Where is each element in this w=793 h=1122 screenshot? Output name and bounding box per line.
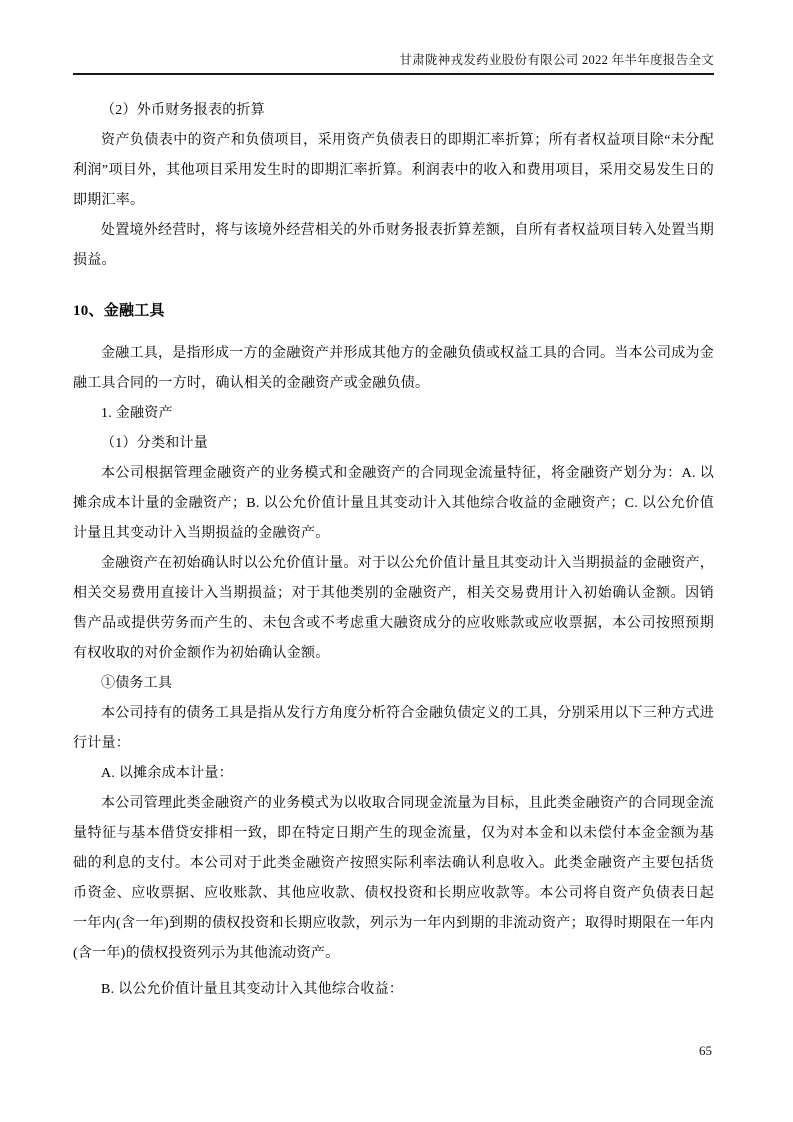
paragraph: 本公司持有的债务工具是指从发行方角度分析符合金融负债定义的工具，分别采用以下三种方式进行计量： bbox=[73, 706, 714, 751]
page-number: 65 bbox=[699, 1043, 712, 1058]
subsection-title-foreign-currency-translation: （2）外币财务报表的折算 bbox=[101, 103, 265, 118]
subsection-title-financial-assets: 1. 金融资产 bbox=[101, 406, 173, 421]
paragraph: 金融工具，是指形成一方的金融资产并形成其他方的金融负债或权益工具的合同。当本公司成为金融工具合同的一方时，确认相关的金融资产或金融负债。 bbox=[73, 346, 714, 391]
page-header bbox=[73, 0, 714, 75]
paragraph: 资产负债表中的资产和负债项目，采用资产负债表日的即期汇率折算；所有者权益项目除“未分配利润”项目外，其他项目采用发生时的即期汇率折算。利润表中的收入和费用项目，采用交易发生日的即期汇率。 bbox=[73, 133, 714, 208]
subsection-title-debt-instruments: ①债务工具 bbox=[101, 676, 173, 691]
list-item-fvoci: B. 以公允价值计量且其变动计入其他综合收益： bbox=[101, 982, 404, 997]
paragraph: 处置境外经营时，将与该境外经营相关的外币财务报表折算差额，自所有者权益项目转入处置当期损益。 bbox=[73, 223, 714, 268]
subsection-title-classification-measurement: （1）分类和计量 bbox=[101, 436, 208, 451]
section-heading-financial-instruments: 10、金融工具 bbox=[73, 303, 165, 319]
page-content bbox=[73, 96, 714, 1005]
paragraph: 金融资产在初始确认时以公允价值计量。对于以公允价值计量且其变动计入当期损益的金融资产，相关交易费用直接计入当期损益；对于其他类别的金融资产，相关交易费用计入初始确认金额。因销售产品或提供劳务而产生的、未包含或不考虑重大融资成分的应收账款或应收票据，本公司按照预期有权收取的对价金额作为初始确认金额。 bbox=[73, 556, 714, 661]
running-header-title: 甘肃陇神戎发药业股份有限公司 2022 年半年度报告全文 bbox=[399, 53, 714, 67]
paragraph: 本公司根据管理金融资产的业务模式和金融资产的合同现金流量特征，将金融资产划分为：A. 以摊余成本计量的金融资产；B. 以公允价值计量且其变动计入其他综合收益的金融资产；C. 以公允价值计量且其变动计入当期损益的金融资产。 bbox=[73, 466, 714, 541]
paragraph: 本公司管理此类金融资产的业务模式为以收取合同现金流量为目标，且此类金融资产的合同现金流量特征与基本借贷安排相一致，即在特定日期产生的现金流量，仅为对本金和以未偿付本金金额为基础的利息的支付。本公司对于此类金融资产按照实际利率法确认利息收入。此类金融资产主要包括货币资金、应收票据、应收账款、其他应收款、债权投资和长期应收款等。本公司将自资产负债表日起一年内(含一年)到期的债权投资和长期应收款，列示为一年内到期的非流动资产；取得时期限在一年内(含一年)的债权投资列示为其他流动资产。 bbox=[73, 796, 714, 961]
list-item-amortized-cost: A. 以摊余成本计量： bbox=[101, 766, 233, 781]
